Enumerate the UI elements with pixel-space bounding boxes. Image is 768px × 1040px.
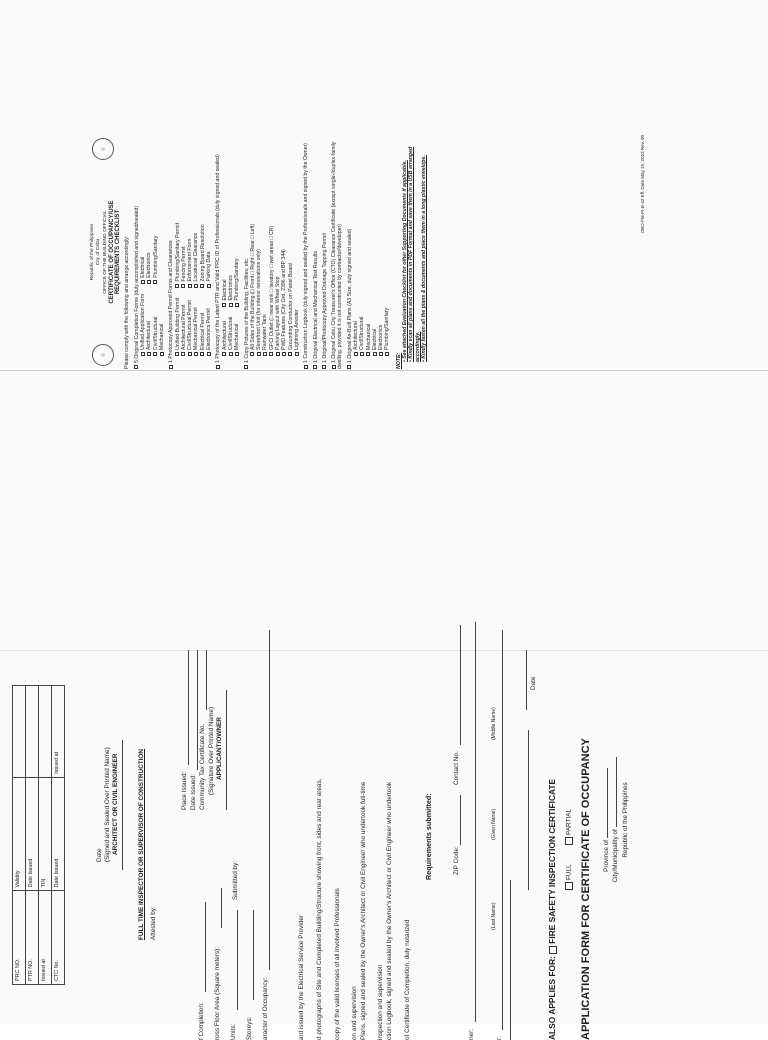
requirement-item: inspection and supervision: [377, 964, 384, 1040]
checklist-header: [90, 135, 121, 369]
item-text: Electronics: [227, 275, 234, 301]
contact-label: Contact No.: [453, 751, 460, 785]
note-item: • Kindly scan all plans and documents in PDF Format and save them in a USB arranged accordingly.: [408, 146, 421, 362]
item-text: Plumbing/Sanitary Permit: [174, 222, 181, 282]
checkbox-icon: [244, 365, 248, 369]
partial-option: [565, 809, 574, 845]
checkbox-icon: [222, 352, 226, 356]
checkbox-icon: [322, 365, 326, 369]
field-line: [510, 880, 511, 1040]
notes-section: [396, 135, 427, 369]
item-text: Architectural: [146, 321, 153, 350]
checkbox-icon: [366, 352, 370, 356]
checkbox-icon: [379, 352, 383, 356]
province-label: Province of: [603, 839, 610, 872]
form-code: OBO-FM-PI-B-42 Eff. Date May 15, 2023 Rev. 00: [639, 135, 645, 234]
item-text: 1 Photocopy of the Latest PTR and Valid PRC ID of Professionals (duly signed and sealed): [215, 154, 222, 363]
checkbox-icon: [313, 365, 317, 369]
checkbox-icon: [207, 284, 211, 288]
table-row: [52, 686, 65, 985]
checklist-item: [134, 135, 165, 369]
checklist-subtitle: REQUIREMENTS CHECKLIST: [115, 209, 122, 295]
item-text: Unified Application Form: [140, 293, 147, 350]
applicant-signature-line[interactable]: [226, 690, 227, 810]
item-text: Architectural: [221, 321, 228, 350]
item-text: 1 Original Electrical and Mechanical Test Results: [312, 250, 319, 363]
item-text: Parking Layout with Wheel Stop: [275, 276, 282, 350]
item-text: Zoning Board Resolution: [199, 224, 206, 282]
checkbox-icon: [288, 352, 292, 356]
item-text: Electrical: [371, 328, 378, 350]
item-text: Architectural: [352, 321, 359, 350]
full-option: [565, 864, 574, 890]
item-text: Mechanical Permit: [193, 307, 200, 350]
completion-line[interactable]: [205, 902, 206, 992]
checkbox-icon: [153, 280, 157, 284]
requirement-item: ction Logbook, signed and sealed by the Owner's Architect or Civil Engineer who undertook: [386, 781, 393, 1040]
floor-area-line[interactable]: [221, 888, 222, 928]
inspector-title: FULL TIME INSPECTOR OR SUPERVISOR OF CONSTRUCTION: [138, 748, 145, 940]
date-issued-label: Date Issued:: [190, 774, 197, 810]
date-label: Date: [530, 676, 537, 690]
requirement-item: copy of the valid licenses of all involved Professionals: [334, 888, 341, 1040]
owner-address-label: ner:: [468, 1028, 475, 1040]
table-cell[interactable]: Date Issued: [52, 777, 65, 891]
requirement-item: of Certificate of Completion, duly notarized: [404, 919, 411, 1040]
item-text: Electronics Permit: [206, 308, 213, 350]
checklist-intro: Please comply with the following and arrange accordingly:: [124, 235, 131, 369]
table-cell[interactable]: [13, 686, 26, 778]
submitted-by-label: Submitted by:: [232, 860, 239, 900]
checkbox-icon: [373, 352, 377, 356]
table-cell[interactable]: CTC No.: [52, 891, 65, 985]
checklist-item: [347, 135, 391, 369]
table-cell[interactable]: PTR NO.: [26, 891, 39, 985]
given-name-caption: (Given Name): [491, 808, 497, 840]
checkbox-icon: [269, 352, 273, 356]
requirement-item: on and supervision: [351, 986, 358, 1040]
checkbox-icon: [257, 352, 261, 356]
note-text: Kindly fasten all the plans & documents and place them in a long plastic envelope.: [420, 155, 427, 359]
checkbox-icon: [332, 365, 336, 369]
checkbox-icon: [200, 284, 204, 288]
checkbox-icon: [134, 365, 138, 369]
province-blank: [607, 768, 608, 838]
checkbox-icon: [160, 352, 164, 356]
partial-checkbox[interactable]: [565, 837, 573, 845]
place-issued-label: Place Issued:: [181, 771, 188, 810]
item-text: Plumbing/Sanitary: [234, 258, 241, 301]
item-text: Fencing Permit: [180, 246, 187, 282]
ctc-label: Community Tax Certificate No.: [199, 723, 206, 810]
item-text: Mechanical: [234, 323, 241, 350]
checklist-item: [244, 135, 301, 369]
checkbox-icon: [360, 352, 364, 356]
city-line: [612, 600, 620, 1040]
item-text: Plumbing/Sanitary: [384, 307, 391, 350]
units-line[interactable]: [237, 910, 238, 1010]
owner-line[interactable]: [502, 630, 503, 1030]
completion-label: f Completion:: [198, 1002, 205, 1040]
item-text: 1 Original Cebu City Treasurer's Office (CTO) Clearance Certificate (except single-/duplex-family dwelling, provided it is not constructed by contractor/developer): [331, 141, 344, 369]
checklist-item: [215, 135, 240, 369]
city-label: City of Cebu: [96, 238, 102, 266]
requirements-title: Requirements submitted:: [424, 793, 433, 880]
form-title: APPLICATION FORM FOR CERTIFICATE OF OCCUPANCY: [580, 738, 592, 1040]
checkbox-icon: [175, 284, 179, 288]
engineer-signature-line[interactable]: [122, 740, 123, 870]
middle-name-caption: (Middle Name): [491, 707, 497, 740]
ctc-line[interactable]: [206, 650, 207, 710]
requirement-item: d photographs of Site and Completed Building/Structure showing front, sides and rear areas,: [316, 778, 323, 1040]
requirement-item: Plans, signed and sealed by the Owner's Architect or Civil Engineer who undertook full-time: [360, 781, 367, 1040]
attested-by-label: Attested by:: [150, 906, 157, 940]
item-text: Electrical: [221, 279, 228, 301]
item-text: 1 Construction Logbook (duly signed and sealed by the Professionals and signed by the Owner): [303, 142, 310, 363]
item-text: Mechanical: [365, 323, 372, 350]
checkbox-icon: [235, 303, 239, 307]
item-text: Civil/Structural: [152, 316, 159, 350]
date-field: [522, 650, 530, 710]
field-line: [528, 730, 529, 890]
table-cell[interactable]: TIN: [39, 777, 52, 891]
city-seal-icon: ◎: [92, 344, 114, 366]
checkbox-icon: [188, 284, 192, 288]
checkbox-icon: [235, 352, 239, 356]
item-text: Grounding Conductor on Panel Board: [287, 263, 294, 350]
zip-line[interactable]: [460, 795, 461, 845]
checkbox-icon: [141, 352, 145, 356]
item-text: Architectural Permit: [180, 304, 187, 350]
checklist-title: CERTIFICATE OF OCCUPANCY/USE: [108, 200, 115, 304]
checkbox-icon: [188, 352, 192, 356]
item-text: Electronics: [378, 324, 385, 350]
engineer-date-label: Date: [96, 848, 103, 862]
table-cell[interactable]: Validity: [13, 777, 26, 891]
last-name-caption: (Last Name): [491, 902, 497, 930]
checkbox-icon: [200, 352, 204, 356]
table-cell[interactable]: Issued at: [52, 686, 65, 778]
table-cell[interactable]: Issued at: [39, 891, 52, 985]
item-text: Plumbing/Sanitary: [152, 235, 159, 278]
checkbox-icon: [347, 365, 351, 369]
table-cell[interactable]: Date Issued: [26, 777, 39, 891]
item-text: Civil/Structural: [359, 316, 366, 350]
checkbox-icon: [263, 352, 267, 356]
also-applies-label: ALSO APPLIES FOR:: [547, 956, 557, 1040]
full-checkbox[interactable]: [565, 882, 573, 890]
item-text: Locational Clearance: [193, 232, 200, 282]
note-text: Kindly scan all plans and documents in PDF Format and save them in a USB arranged accordingly.: [408, 146, 421, 362]
engineer-title: ARCHITECT OR CIVIL ENGINEER: [112, 753, 119, 855]
item-text: GFCI Outlet (□ near sink □ lavatory □ wet areas □ CR): [268, 225, 275, 350]
list-item: [206, 298, 212, 356]
partial-label: PARTIAL: [565, 808, 573, 835]
checkbox-icon: [141, 280, 145, 284]
note-item: • Kindly fasten all the plans & documents and place them in a long plastic envelope.: [420, 155, 427, 362]
city-blank: [616, 757, 617, 827]
list-item: [153, 236, 159, 284]
checkbox-icon: [354, 352, 358, 356]
checkbox-icon: [169, 365, 173, 369]
checklist-item: [168, 135, 212, 369]
fsic-label: FIRE SAFETY INSPECTION CERTIFICATE: [547, 778, 557, 944]
table-cell[interactable]: PRC NO.: [13, 891, 26, 985]
office-seal-icon: ◎: [92, 138, 114, 160]
application-form: [0, 600, 650, 1040]
item-text: Electrical Permit: [199, 312, 206, 350]
checkbox-icon: [181, 352, 185, 356]
date-issued-line[interactable]: [197, 650, 198, 770]
address-line[interactable]: [475, 622, 476, 1022]
storeys-label: Storeys:: [246, 1016, 253, 1040]
item-text: Mechanical: [158, 323, 165, 350]
item-text: 5 Original Completion Forms (duly accomplished and signed/sealed): [133, 205, 140, 363]
checklist-item: [313, 135, 319, 369]
checklist-item: [322, 135, 328, 369]
checkbox-icon: [222, 303, 226, 307]
checkbox-icon: [304, 365, 308, 369]
list-item: [384, 135, 390, 356]
item-text: Civil/Structural Permit: [187, 300, 194, 350]
checkbox-icon: [276, 352, 280, 356]
list-item: [234, 317, 240, 356]
republic-label: Republic of the Philippines: [622, 782, 629, 858]
checklist-item: [331, 135, 344, 369]
credentials-table: [12, 685, 65, 985]
also-applies-line: [548, 779, 557, 1040]
note-text: See attached Evaluation Checklist for other Supporting Documents if applicable.: [402, 160, 409, 359]
checkbox-icon: [250, 352, 254, 356]
item-text: Parking Data: [206, 251, 213, 282]
item-text: Electronics: [146, 252, 153, 278]
item-text: Unified Building Permit: [174, 297, 181, 350]
date-blank[interactable]: [526, 650, 527, 710]
list-item: [206, 223, 212, 288]
table-cell[interactable]: [39, 686, 52, 778]
zip-label: ZIP Code:: [453, 846, 460, 875]
item-text: 1 Photocopy Approved Permit Forms and Clearances: [168, 240, 175, 363]
table-row: [26, 686, 39, 985]
item-text: Storefront Unit (for interior renovations only): [256, 249, 263, 350]
item-text: 1 Copy Pictures of the Building, Facilities, etc.: [243, 257, 250, 363]
floor-area-label: ross Floor Area (Square meters):: [214, 946, 221, 1040]
checkbox-icon: [295, 352, 299, 356]
checkbox-icon: [282, 352, 286, 356]
list-item: [294, 135, 300, 356]
units-label: Units:: [230, 1023, 237, 1040]
list-item: [159, 294, 165, 356]
province-line: [603, 600, 611, 1040]
requirement-item: ard issued by the Electrical Service Provider: [298, 914, 305, 1040]
checklist-item: [303, 135, 309, 369]
city-label: City/Municipality of: [612, 829, 619, 883]
office-label: OFFICE OF THE BUILDING OFFICIAL: [102, 210, 108, 294]
checkbox-icon: [207, 352, 211, 356]
table-cell[interactable]: [26, 686, 39, 778]
item-text: Electrical: [140, 256, 147, 278]
owner-label: r:: [496, 1036, 503, 1040]
republic-label: Republic of the Philippines: [90, 223, 95, 281]
table-row: [39, 686, 52, 985]
requirements-checklist: [88, 132, 648, 372]
checkbox-icon: [385, 352, 389, 356]
item-text: Civil/Structural: [227, 316, 234, 350]
checkbox-icon: [181, 284, 185, 288]
item-text: PWD Features (City Ord. 2396 and BP 344): [281, 249, 288, 350]
fsic-checkbox[interactable]: [549, 946, 557, 954]
applicant-signature-caption: (Signature Over Printed Name): [208, 706, 215, 795]
table-row: [13, 686, 26, 985]
storeys-line[interactable]: [253, 910, 254, 1000]
item-text: 1 Original As-Built Plans (A3 Size, duly signed and sealed): [346, 228, 353, 363]
place-issued-line[interactable]: [188, 650, 189, 765]
item-text: Rainwater Tank: [262, 314, 269, 350]
checkbox-icon: [153, 352, 157, 356]
item-text: All Sides of the Building (□ Front □ Right □ Rear □ Left): [249, 223, 256, 350]
item-text: 1 Original/Photocopy Approved Drainage Tapping Permit: [321, 233, 328, 363]
occupancy-line[interactable]: [269, 630, 270, 970]
item-text: Enforcement Form: [187, 238, 194, 282]
full-label: FULL: [565, 864, 573, 880]
applicant-title: APPLICANT/OWNER: [216, 717, 223, 780]
checkbox-icon: [194, 352, 198, 356]
list-item: [234, 258, 240, 306]
checkbox-icon: [147, 280, 151, 284]
checkbox-icon: [216, 365, 220, 369]
occupancy-label: aracter of Occupancy:: [262, 977, 269, 1040]
checkbox-icon: [147, 352, 151, 356]
checkbox-icon: [229, 303, 233, 307]
checkbox-icon: [175, 352, 179, 356]
engineer-signature-caption: (Signed and Sealed Over Printed Name): [104, 747, 111, 862]
note-label: NOTE:: [395, 352, 402, 369]
note-item: • See attached Evaluation Checklist for other Supporting Documents if applicable.: [402, 160, 409, 362]
checkbox-icon: [194, 284, 198, 288]
checkbox-icon: [229, 352, 233, 356]
item-text: Lightning Arrester: [293, 309, 300, 350]
contact-line[interactable]: [460, 625, 461, 745]
